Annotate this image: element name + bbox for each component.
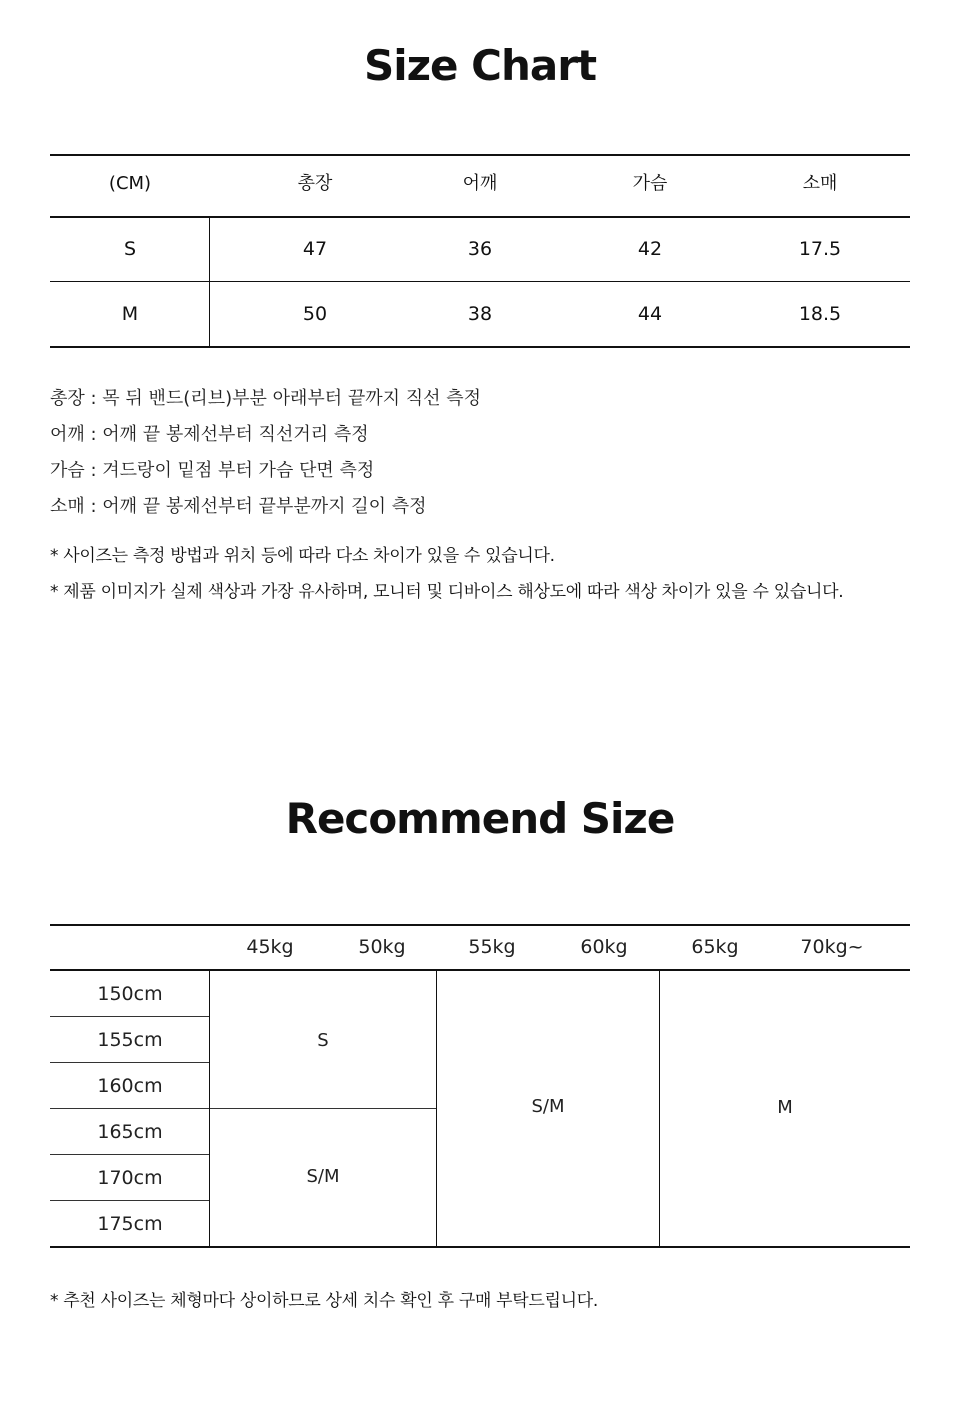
header-chest: 가슴 <box>632 173 668 194</box>
header-length: 총장 <box>297 173 333 194</box>
table-bottom-rule <box>50 346 910 348</box>
table-cell: 44 <box>637 303 663 325</box>
table-top-rule <box>50 154 910 156</box>
size-chart-title: Size Chart <box>363 41 597 90</box>
row-divider <box>50 1062 210 1063</box>
table-row-divider <box>50 281 910 282</box>
disclaimer-notes <box>50 538 843 610</box>
recommend-size-title: Recommend Size <box>285 794 675 843</box>
weight-header: 60kg <box>580 936 628 958</box>
recommend-cell-s: S <box>317 1030 329 1051</box>
weight-header: 55kg <box>468 936 516 958</box>
measurement-notes <box>50 381 481 525</box>
table-bottom-rule <box>50 1246 910 1248</box>
table-cell: 47 <box>302 238 328 260</box>
table-cell: 42 <box>637 238 663 260</box>
note-line: 총장 : 목 뒤 밴드(리브)부분 아래부터 끝까지 직선 측정 <box>50 388 482 409</box>
height-label: 170cm <box>97 1167 163 1189</box>
disclaimer-line: * 사이즈는 측정 방법과 위치 등에 따라 다소 차이가 있을 수 있습니다. <box>50 546 555 566</box>
table-cell: 50 <box>302 303 328 325</box>
row-size-label: M <box>121 303 139 325</box>
header-shoulder: 어깨 <box>462 173 498 194</box>
height-label: 155cm <box>97 1029 163 1051</box>
weight-header: 45kg <box>246 936 294 958</box>
weight-header: 50kg <box>358 936 406 958</box>
header-sleeve: 소매 <box>802 173 838 194</box>
table-cell: 36 <box>467 238 493 260</box>
weight-header: 65kg <box>691 936 739 958</box>
table-top-rule <box>50 924 910 926</box>
recommend-footnote: * 추천 사이즈는 체형마다 상이하므로 상세 치수 확인 후 구매 부탁드립니다. <box>50 1291 599 1311</box>
table-header-rule <box>50 969 910 971</box>
recommend-cell-sm-mid: S/M <box>531 1096 565 1117</box>
row-size-label: S <box>123 238 137 260</box>
note-line: 가슴 : 겨드랑이 밑점 부터 가슴 단면 측정 <box>50 460 375 481</box>
table-cell: 38 <box>467 303 493 325</box>
row-divider <box>50 1016 210 1017</box>
recommend-cell-sm: S/M <box>306 1166 340 1187</box>
header-unit: (CM) <box>108 173 152 194</box>
height-label: 160cm <box>97 1075 163 1097</box>
row-divider <box>50 1108 437 1109</box>
table-column-divider <box>209 218 210 346</box>
note-line: 소매 : 어깨 끝 봉제선부터 끝부분까지 길이 측정 <box>50 496 427 517</box>
height-label: 165cm <box>97 1121 163 1143</box>
row-divider <box>50 1154 210 1155</box>
row-divider <box>50 1200 210 1201</box>
height-label: 175cm <box>97 1213 163 1235</box>
height-label: 150cm <box>97 983 163 1005</box>
recommend-cell-m: M <box>777 1097 793 1118</box>
note-line: 어깨 : 어깨 끝 봉제선부터 직선거리 측정 <box>50 424 369 445</box>
disclaimer-line: * 제품 이미지가 실제 색상과 가장 유사하며, 모니터 및 디바이스 해상도에 따라 색상 차이가 있을 수 있습니다. <box>50 582 844 602</box>
weight-header: 70kg~ <box>800 936 864 958</box>
table-cell: 18.5 <box>798 303 842 325</box>
table-header-rule <box>50 216 910 218</box>
table-cell: 17.5 <box>798 238 842 260</box>
column-divider <box>209 971 210 1246</box>
